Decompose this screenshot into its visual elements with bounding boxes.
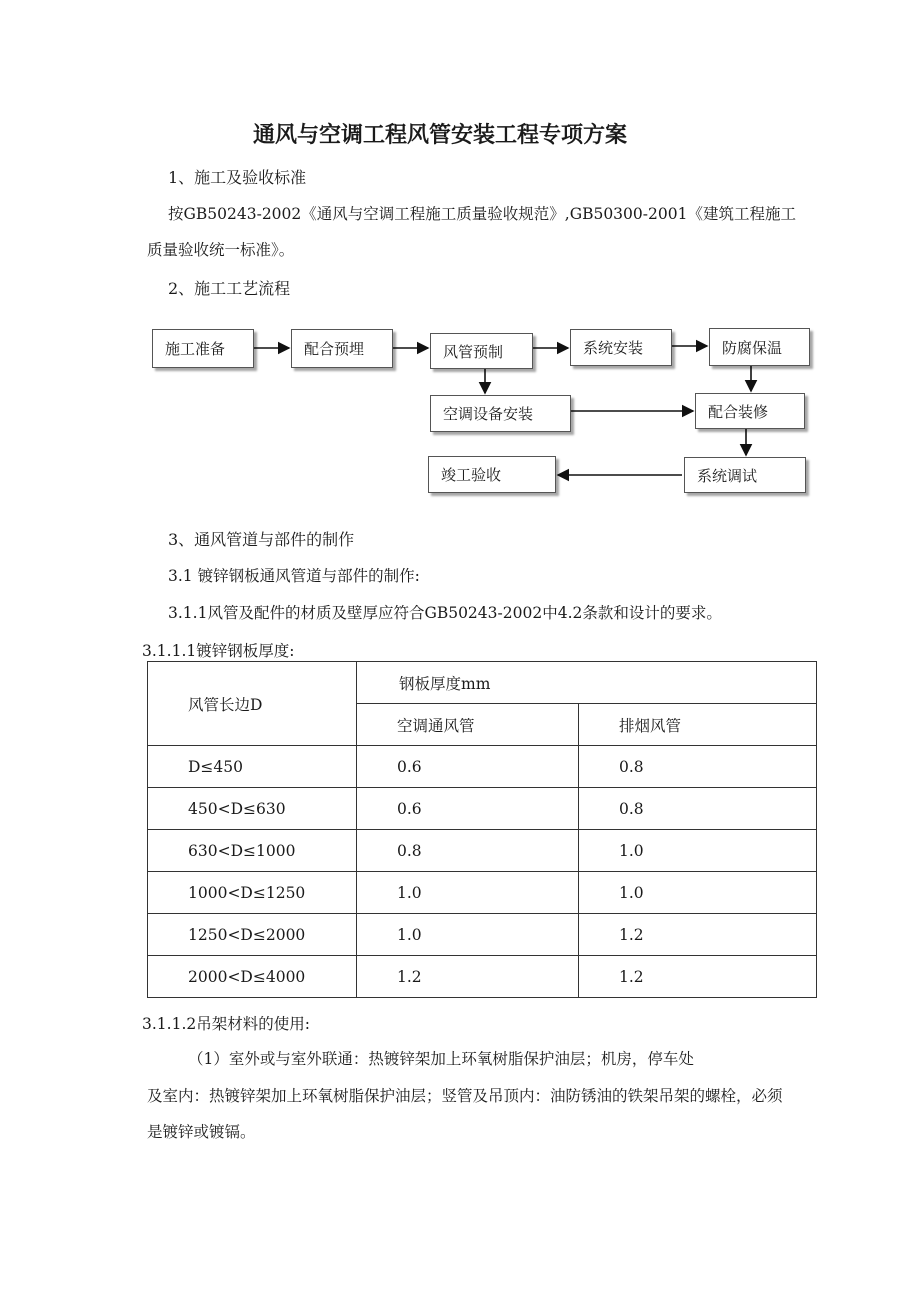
flow-box-ac-equipment [430, 395, 571, 432]
flow-box-acceptance [428, 456, 556, 493]
flow-box-prep-label: 施工准备 [165, 340, 226, 358]
table-cell-smoke: 1.2 [579, 914, 817, 956]
flow-box-decoration-label: 配合装修 [708, 402, 769, 421]
section-3-1-1-2: 3.1.1.2吊架材料的使用: [142, 1015, 310, 1033]
table-cell-range: 1250<D≤2000 [148, 914, 357, 956]
flow-box-embed [291, 329, 393, 368]
table-row [148, 872, 817, 914]
table-cell-ac: 0.6 [357, 746, 579, 788]
table-group-header: 钢板厚度mm [357, 662, 817, 704]
table-row [148, 956, 817, 998]
section-1-heading: 1、施工及验收标准 [168, 168, 307, 187]
table-cell-ac: 0.8 [357, 830, 579, 872]
table-col2-header: 空调通风管 [357, 704, 579, 746]
flow-box-install-label: 系统安装 [583, 339, 644, 357]
page-title: 通风与空调工程风管安装工程专项方案 [252, 123, 627, 148]
section-3-1-1: 3.1.1风管及配件的材质及壁厚应符合GB50243-2002中4.2条款和设计的要求。 [168, 604, 722, 622]
flow-box-install [570, 329, 672, 366]
table-row [148, 914, 817, 956]
paragraph-1-line-1: （1）室外或与室外联通：热镀锌架加上环氧树脂保护油层；机房，停车处 [188, 1050, 694, 1068]
flow-box-ac-equipment-label: 空调设备安装 [443, 405, 534, 423]
section-1-body-line-1: 按GB50243-2002《通风与空调工程施工质量验收规范》,GB50300-2001《建筑工程施工 [168, 205, 796, 223]
flowchart-arrows [0, 0, 920, 520]
section-3-1: 3.1 镀锌钢板通风管道与部件的制作: [168, 567, 420, 585]
table-cell-range: D≤450 [148, 746, 357, 788]
section-1-body-line-2: 质量验收统一标准》。 [147, 241, 295, 259]
table-row [148, 830, 817, 872]
steel-thickness-table [147, 661, 817, 998]
paragraph-1-line-3: 是镀锌或镀镉。 [147, 1123, 256, 1141]
table-cell-ac: 1.0 [357, 872, 579, 914]
table-cell-smoke: 1.0 [579, 872, 817, 914]
table-cell-ac: 0.6 [357, 788, 579, 830]
table-cell-range: 630<D≤1000 [148, 830, 357, 872]
section-3-1-1-1: 3.1.1.1镀锌钢板厚度: [142, 642, 295, 660]
table-cell-smoke: 1.0 [579, 830, 817, 872]
flow-box-debug-label: 系统调试 [697, 466, 758, 485]
section-3-heading: 3、通风管道与部件的制作 [168, 530, 355, 549]
paragraph-1-line-2: 及室内：热镀锌架加上环氧树脂保护油层；竖管及吊顶内：油防锈油的铁架吊架的螺栓，必须 [147, 1087, 783, 1105]
table-cell-range: 1000<D≤1250 [148, 872, 357, 914]
flow-box-decoration [695, 393, 805, 429]
table-col1-header: 风管长边D [148, 662, 357, 746]
table-cell-ac: 1.2 [357, 956, 579, 998]
flow-box-prefab-label: 风管预制 [443, 342, 504, 361]
section-2-heading: 2、施工工艺流程 [168, 279, 291, 298]
table-row [148, 746, 817, 788]
flow-box-prefab [430, 333, 533, 369]
table-row [148, 788, 817, 830]
table-cell-smoke: 1.2 [579, 956, 817, 998]
flow-box-prep [152, 329, 254, 368]
table-cell-smoke: 0.8 [579, 788, 817, 830]
flow-box-insulate [709, 328, 810, 366]
table-cell-smoke: 0.8 [579, 746, 817, 788]
flow-box-insulate-label: 防腐保温 [722, 338, 783, 357]
flow-box-acceptance-label: 竣工验收 [441, 466, 502, 484]
table-cell-range: 450<D≤630 [148, 788, 357, 830]
flow-box-embed-label: 配合预埋 [304, 340, 365, 358]
flow-box-debug [684, 457, 806, 493]
table-cell-ac: 1.0 [357, 914, 579, 956]
table-header-row [148, 662, 817, 704]
table-col3-header: 排烟风管 [579, 704, 817, 746]
table-cell-range: 2000<D≤4000 [148, 956, 357, 998]
